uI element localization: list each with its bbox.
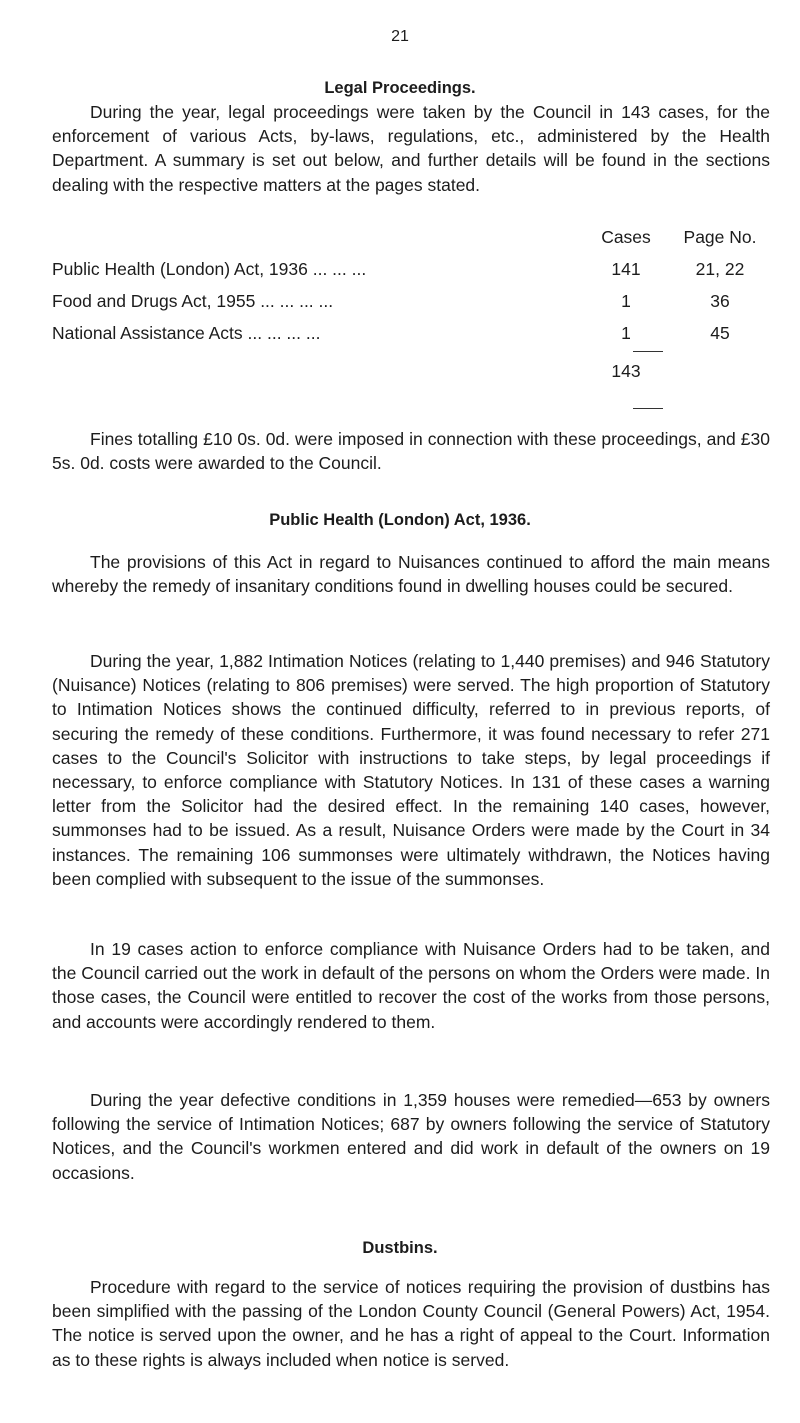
dustbins-paragraph-text: Procedure with regard to the service of notices requiring the provision of dustbins has been simplified with the passing of the London County Council (General Powers) Act, 1954. The notice is served upon the owner, and he has a right of appeal to the Court. Information as to these rights is always included when notice is served. [52, 1277, 770, 1370]
column-header-page: Page No. [683, 226, 757, 247]
legal-proceedings-intro-text: During the year, legal proceedings were taken by the Council in 143 cases, for the enforcement of various Acts, by-laws, regulations, etc., administered by the Health Department. A summary is set out below, and further details will be found in the sections dealing with the respective matters at the pages stated. [52, 102, 770, 195]
public-health-paragraph-3 [52, 937, 770, 1034]
table-cell-act: National Assistance Acts ... ... ... ... [52, 322, 321, 343]
table-total-row [52, 349, 770, 393]
public-health-paragraph-4 [52, 1088, 770, 1185]
page-number: 21 [391, 28, 409, 45]
public-health-paragraph-2 [52, 649, 770, 891]
fines-paragraph [52, 427, 770, 475]
fines-text: Fines totalling £10 0s. 0d. were imposed in connection with these proceedings, and £30 5s. 0d. costs were awarded to the Council. [52, 429, 770, 474]
public-health-paragraph-1 [52, 550, 770, 598]
dustbins-paragraph [52, 1275, 770, 1372]
table-row [52, 285, 770, 317]
table-cell-page: 36 [710, 290, 730, 311]
proceedings-summary-table [52, 221, 770, 393]
table-cell-act: Food and Drugs Act, 1955 ... ... ... ... [52, 290, 334, 311]
table-cell-page: 45 [710, 322, 730, 343]
table-row [52, 317, 770, 349]
public-health-heading: Public Health (London) Act, 1936. [269, 511, 531, 529]
table-cell-cases: 141 [611, 258, 641, 279]
table-header-row [52, 221, 770, 253]
total-rule-top [633, 351, 663, 352]
public-health-paragraph-4-text: During the year defective conditions in 1,359 houses were remedied—653 by owners following the service of Intimation Notices; 687 by owners following the service of Statutory Notices, and the Council's workmen entered and did work in default of the owners on 19 occasions. [52, 1090, 770, 1183]
table-cell-cases: 1 [621, 290, 631, 311]
column-header-act [52, 221, 582, 253]
table-cell-cases: 1 [621, 322, 631, 343]
public-health-paragraph-2-text: During the year, 1,882 Intimation Notices (relating to 1,440 premises) and 946 Statutory (Nuisance) Notices (relating to 806 premises) were served. The high proportion of Statutory to Intimation Notices shows the continued difficulty, referred to in previous reports, of securing the remedy of these conditions. Furthermore, it was found necessary to refer 271 cases to the Council's Solicitor with instructions to take steps, by legal proceedings if necessary, to enforce compliance with Statutory Notices. In 131 of these cases a warning letter from the Solicitor had the desired effect. In the remaining 140 cases, however, summonses had to be issued. As a result, Nuisance Orders were made by the Court in 34 instances. The remaining 106 summonses were ultimately withdrawn, the Notices having been complied with subsequent to the issue of the summonses. [52, 651, 770, 889]
total-rule-bottom [633, 408, 663, 409]
table-cell-act: Public Health (London) Act, 1936 ... ... ... [52, 258, 367, 279]
dustbins-heading: Dustbins. [362, 1239, 438, 1257]
legal-proceedings-intro [52, 100, 770, 197]
table-row [52, 253, 770, 285]
legal-proceedings-heading: Legal Proceedings. [324, 79, 476, 97]
public-health-paragraph-1-text: The provisions of this Act in regard to Nuisances continued to afford the main means whereby the remedy of insanitary conditions found in dwelling houses could be secured. [52, 552, 770, 597]
column-header-cases: Cases [601, 226, 651, 247]
table-cell-page: 21, 22 [695, 258, 745, 279]
public-health-paragraph-3-text: In 19 cases action to enforce compliance with Nuisance Orders had to be taken, and the Council carried out the work in default of the persons on whom the Orders were made. In those cases, the Council were entitled to recover the cost of the works from those persons, and accounts were accordingly rendered to them. [52, 939, 770, 1032]
table-total-cases: 143 [611, 360, 641, 381]
